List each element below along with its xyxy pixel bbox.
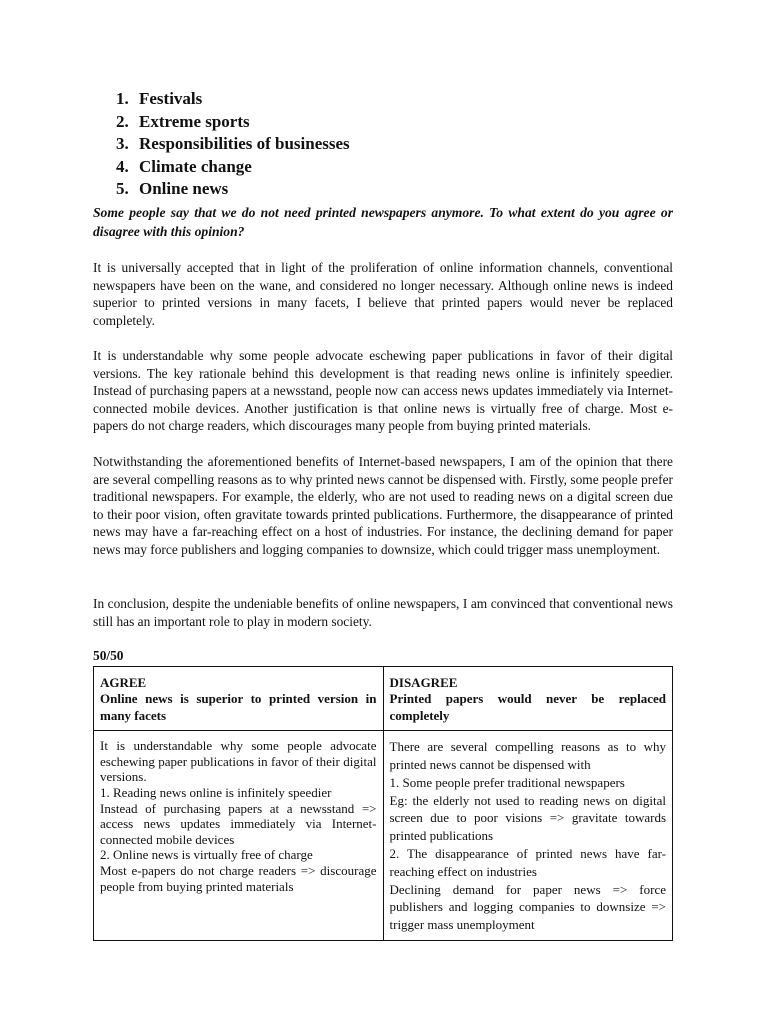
disagree-subheading: Printed papers would never be replaced completely [389,691,666,723]
disagree-line: 1. Some people prefer traditional newspapers [389,774,625,790]
disagree-header-cell [383,667,673,731]
agree-line: Most e-papers do not charge readers => discourage people from buying printed materials [100,862,377,894]
agree-disagree-table [93,666,673,941]
agree-header-cell [94,667,384,731]
topic-label: Online news [139,179,229,199]
agree-body-cell [94,731,384,941]
topic-label: Extreme sports [139,111,250,131]
disagree-body-cell [383,731,673,941]
essay-conclusion: In conclusion, despite the undeniable benefits of online newspapers, I am convinced that conventional news still has an important role to play in modern society. [93,596,673,629]
topic-label: Festivals [139,89,203,108]
topic-item: 3. Responsibilities of businesses [116,134,350,154]
agree-heading: AGREE [100,675,147,690]
disagree-line: There are several compelling reasons as to why printed news cannot be dispensed with [389,739,666,772]
table-header-row [94,667,673,731]
topic-label: Responsibilities of businesses [139,134,350,154]
agree-line: 1. Reading news online is infinitely speedier [100,784,332,800]
disagree-line: Eg: the elderly not used to reading news on digital screen due to poor visions => gravitate towards printed publications [389,792,666,844]
table-body-row [94,731,673,941]
disagree-line: Declining demand for paper news => force publishers and logging companies to downsize => trigger mass unemployment [389,881,666,933]
essay-body-paragraph-2: Notwithstanding the aforementioned benefits of Internet-based newspapers, I am of the opinion that there are several compelling reasons as to why printed news cannot be dispensed with. Firstly, some people prefer traditional newspapers. For example, the elderly, who are not used to reading news on a digital screen due to their poor vision, often gravitate towards printed publications. Furthermore, the disappearance of printed news may have a far-reaching effect on a host of industries. For instance, the declining demand for paper news may force publishers and logging companies to downsize, which could trigger mass unemployment. [93,454,673,557]
topic-item: 1. Festivals [116,89,203,108]
disagree-line: 2. The disappearance of printed news have far-reaching effect on industries [389,845,666,879]
agree-line: Instead of purchasing papers at a newsstand => access news updates immediately via Internet-connected mobile devices [100,800,377,847]
score-label: 50/50 [93,648,124,663]
agree-line: It is understandable why some people advocate eschewing paper publications in favor of their digital versions. [100,738,377,785]
topic-item: 2. Extreme sports [116,111,250,131]
essay-body-paragraph-1: It is understandable why some people advocate eschewing paper publications in favor of their digital versions. The key rationale behind this development is that reading news online is infinitely speedier. Instead of purchasing papers at a newsstand, people now can access news updates immediately via Internet-connected mobile devices. Another justification is that online news is virtually free of charge. Most e-papers do not charge readers, which discourages many people from buying printed materials. [93,348,673,434]
essay-introduction: It is universally accepted that in light of the proliferation of online information channels, conventional newspapers have been on the wane, and considered no longer necessary. Although online news is indeed superior to printed versions in many facets, I believe that printed papers would never be replaced completely. [93,260,673,328]
essay-prompt: Some people say that we do not need printed newspapers anymore. To what extent do you agree or disagree with this opinion? [93,205,673,239]
agree-subheading: Online news is superior to printed version in many facets [100,691,377,723]
topic-item: 5. Online news [116,179,229,199]
topic-label: Climate change [139,156,252,176]
disagree-heading: DISAGREE [389,675,458,690]
agree-line: 2. Online news is virtually free of charge [100,847,313,863]
topic-item: 4. Climate change [116,156,252,176]
topic-list [116,88,350,201]
